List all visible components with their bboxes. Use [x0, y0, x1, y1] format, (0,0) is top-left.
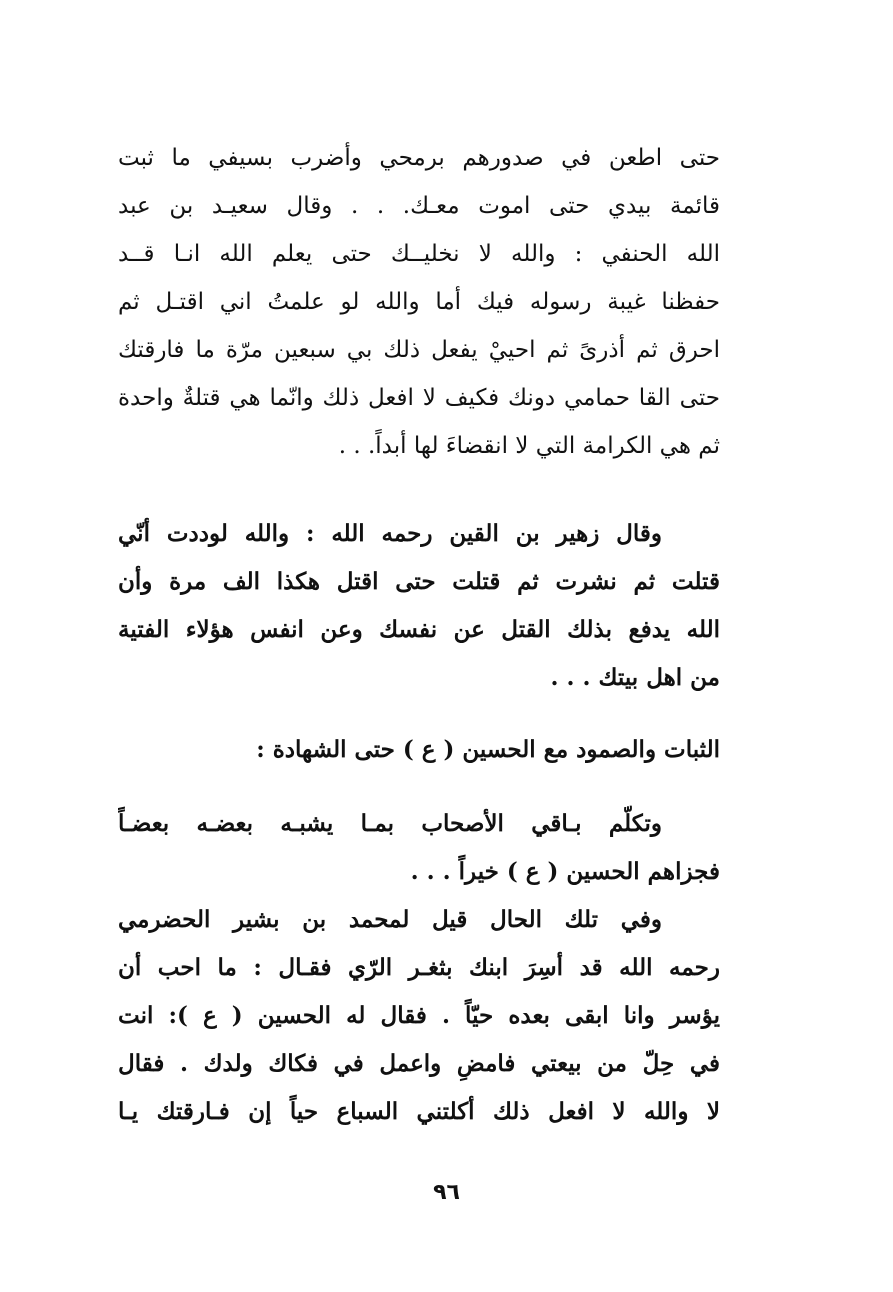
text-line: الله يدفع بذلك القتل عن نفسك وعن انفس هؤلاء الفتية — [118, 616, 720, 643]
text-line: الله الحنفي : والله لا نخليــك حتى يعلم الله انـا قــد — [118, 241, 720, 267]
text-line: وفي تلك الحال قيل لمحمد بن بشير الحضرمي — [118, 906, 662, 933]
text-line: حتى اطعن في صدورهم برمحي وأضرب بسيفي ما ثبت — [118, 145, 720, 171]
text-line: قائمة بيدي حتى اموت معـك. . . وقال سعيـد بن عبد — [118, 193, 720, 219]
text-line: من اهل بيتك . . . — [550, 664, 720, 691]
text-line: لا والله لا افعل ذلك أكلتني السباع حياً إن فـارقتك يـا — [118, 1098, 720, 1125]
paragraph-companions — [118, 800, 720, 896]
section-heading — [118, 726, 720, 774]
text-line: حفظنا غيبة رسوله فيك أما والله لو علمتُ اني اقتـل ثم — [118, 289, 720, 315]
text-line: يؤسر وانا ابقى بعده حيّاً . فقال له الحسين ( ع ): انت — [118, 1002, 720, 1029]
text-line: رحمه الله قد أسِرَ ابنك بثغـر الرّي فقـال : ما احب أن — [118, 954, 720, 981]
paragraph-saeed-hanafi — [118, 134, 720, 470]
heading-text: الثبات والصمود مع الحسين ( ع ) حتى الشهادة : — [256, 736, 720, 763]
text-line: فجزاهم الحسين ( ع ) خيراً . . . — [410, 858, 720, 885]
text-line: قتلت ثم نشرت ثم قتلت حتى اقتل هكذا الف مرة وأن — [118, 568, 720, 595]
text-line: ثم هي الكرامة التي لا انقضاءَ لها أبداً. . . — [338, 433, 720, 459]
text-line: احرق ثم أذرىً ثم احييْ يفعل ذلك بي سبعين مرّة ما فارقتك — [118, 337, 720, 363]
paragraph-muhammad-bashir — [118, 896, 720, 1136]
text-line: وقال زهير بن القين رحمه الله : والله لوددت أنّي — [118, 520, 662, 547]
text-line: وتكلّم بـاقي الأصحاب بمـا يشبـه بعضـه بعضـاً — [118, 810, 662, 837]
text-line: حتى القا حمامي دونك فكيف لا افعل ذلك وانّما هي قتلةٌ واحدة — [118, 385, 720, 411]
text-line: في حِلّ من بيعتي فامضِ واعمل في فكاك ولدك . فقال — [118, 1050, 720, 1077]
page-number: ٩٦ — [433, 1180, 460, 1205]
paragraph-zuhair-qain — [118, 510, 720, 702]
